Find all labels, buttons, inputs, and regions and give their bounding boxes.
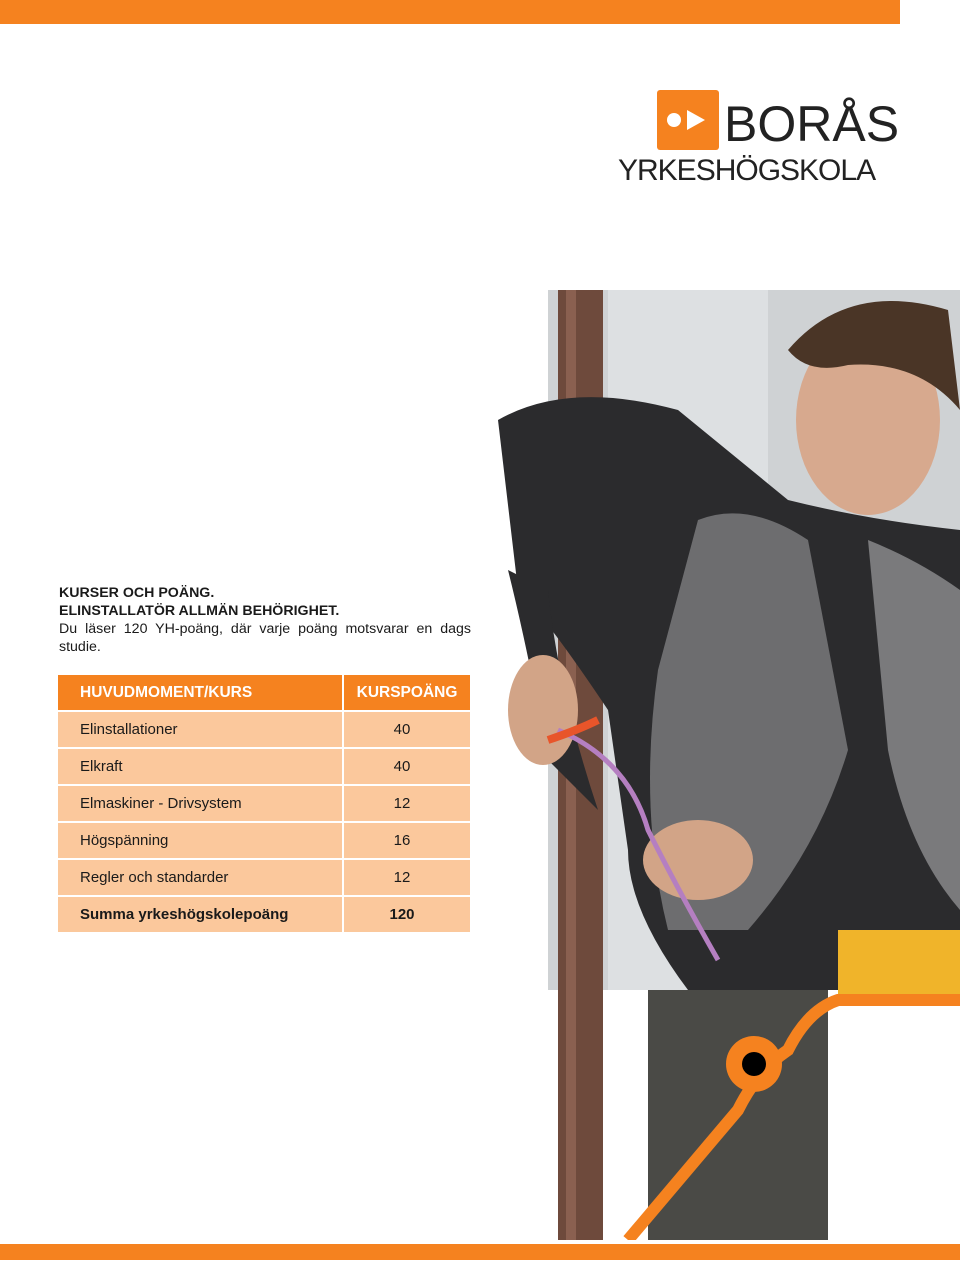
course-name: Högspänning xyxy=(58,823,344,860)
course-table xyxy=(58,675,470,934)
top-accent-bar xyxy=(0,0,900,24)
column-header-points: KURSPOÄNG xyxy=(344,675,470,712)
table-total-row xyxy=(58,897,470,934)
table-row xyxy=(58,786,470,823)
total-label: Summa yrkeshögskolepoäng xyxy=(58,897,344,934)
course-name: Regler och standarder xyxy=(58,860,344,897)
table-row xyxy=(58,823,470,860)
total-points: 120 xyxy=(344,897,470,934)
intro-paragraph: Du läser 120 YH-poäng, där varje poäng motsvarar en dags studie. xyxy=(59,621,471,655)
electrician-photo xyxy=(488,290,960,1240)
intro-heading-2: ELINSTALLATÖR ALLMÄN BEHÖRIGHET. xyxy=(59,603,340,619)
table-row xyxy=(58,749,470,786)
table-header-row xyxy=(58,675,470,712)
table-row xyxy=(58,712,470,749)
course-name: Elinstallationer xyxy=(58,712,344,749)
course-name: Elmaskiner - Drivsystem xyxy=(58,786,344,823)
course-points: 40 xyxy=(344,712,470,749)
course-name: Elkraft xyxy=(58,749,344,786)
course-points: 12 xyxy=(344,860,470,897)
table-row xyxy=(58,860,470,897)
logo-name: BORÅS xyxy=(724,96,900,152)
course-points: 40 xyxy=(344,749,470,786)
course-points: 12 xyxy=(344,786,470,823)
intro-heading-1: KURSER OCH POÄNG. xyxy=(59,585,215,601)
logo-mark-icon xyxy=(657,90,719,150)
intro-block xyxy=(59,584,471,656)
bottom-accent-bar xyxy=(0,1244,960,1260)
logo-subtitle: YRKESHÖGSKOLA xyxy=(618,154,876,187)
column-header-course: HUVUDMOMENT/KURS xyxy=(58,675,344,712)
logo xyxy=(618,88,908,188)
course-points: 16 xyxy=(344,823,470,860)
